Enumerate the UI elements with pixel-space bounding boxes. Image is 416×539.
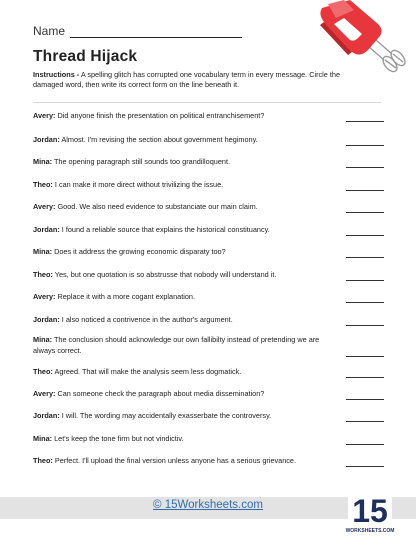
answer-line[interactable]	[346, 280, 384, 281]
answer-line[interactable]	[346, 235, 384, 236]
dialogue-line: Theo: Yes, but one quotation is so abstrusse that nobody will understand it.	[33, 270, 277, 279]
logo-word: WORKSHEETS.COM	[345, 528, 395, 534]
answer-line[interactable]	[346, 377, 384, 378]
answer-line[interactable]	[346, 121, 384, 122]
name-label: Name	[33, 24, 66, 38]
dialogue-line: Avery: Replace it with a more cogant explanation.	[33, 292, 195, 301]
dialogue-line: Jordan: I also noticed a contrivence in the author's argument.	[33, 315, 233, 324]
answer-line[interactable]	[346, 325, 384, 326]
instructions-text: A spelling glitch has corrupted one vocabulary term in every message. Circle the damaged word, then write its correct form on the line beneath it.	[33, 70, 341, 89]
dialogue-line: Mina: Let's keep the tone firm but not vindictiv.	[33, 434, 184, 443]
answer-line[interactable]	[346, 212, 384, 213]
answer-line[interactable]	[346, 257, 384, 258]
answer-line[interactable]	[346, 302, 384, 303]
footer-copyright-link[interactable]: © 15Worksheets.com	[153, 499, 263, 511]
mixer-body	[320, 0, 382, 55]
mixer-beaters	[368, 40, 408, 74]
name-answer-line	[70, 37, 242, 38]
dialogue-line: Jordan: I found a reliable source that explains the historical constituancy.	[33, 225, 270, 234]
answer-line[interactable]	[346, 145, 384, 146]
answer-line[interactable]	[346, 444, 384, 445]
dialogue-line: Mina: The opening paragraph still sounds too grandilloquent.	[33, 157, 231, 166]
hand-mixer-icon	[314, 0, 409, 82]
divider-top	[33, 102, 381, 103]
answer-line[interactable]	[346, 190, 384, 191]
instructions	[33, 70, 353, 89]
dialogue-line: Theo: I can make it more direct without trivilizing the issue.	[33, 180, 224, 189]
dialogue-line: Mina: Does it address the growing economic disparaty too?	[33, 247, 226, 256]
dialogue-line: Avery: Can someone check the paragraph about media dissemination?	[33, 389, 265, 398]
logo-number: 15	[352, 493, 388, 529]
answer-line[interactable]	[346, 167, 384, 168]
dialogue-line: Avery: Did anyone finish the presentation on political entranchisement?	[33, 111, 265, 120]
dialogue-line: Theo: Agreed. That will make the analysis seem less dogmatick.	[33, 367, 242, 376]
dialogue-line: Mina: The conclusion should acknowledge our own fallibilty instead of pretending we are always correct.	[33, 335, 320, 355]
worksheets-logo	[345, 488, 395, 536]
answer-line[interactable]	[346, 421, 384, 422]
dialogue-line: Jordan: I will. The wording may accidentally exasserbate the controversy.	[33, 411, 272, 420]
answer-line[interactable]	[346, 466, 384, 467]
page-title: Thread Hijack	[33, 48, 138, 65]
answer-line[interactable]	[346, 356, 384, 357]
instructions-lead: Instructions -	[33, 70, 80, 79]
dialogue-line: Jordan: Almost. I'm revising the section about government hegimony.	[33, 135, 258, 144]
answer-line[interactable]	[346, 399, 384, 400]
dialogue-line: Avery: Good. We also need evidence to substanciate our main claim.	[33, 202, 258, 211]
dialogue-line: Theo: Perfect. I'll upload the final version unless anyone has a serious grievance.	[33, 456, 297, 465]
